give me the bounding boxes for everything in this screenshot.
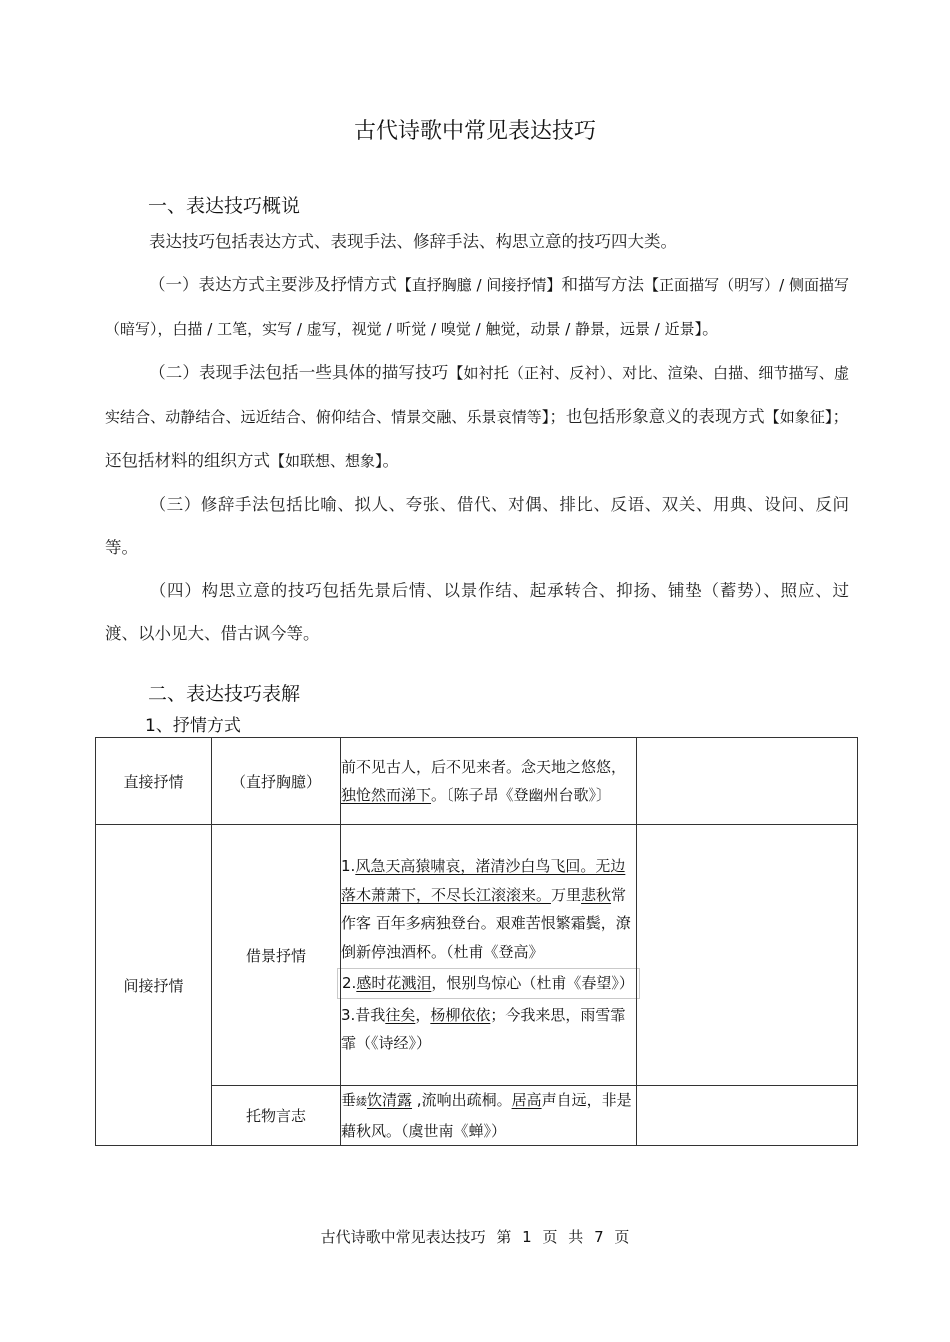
page-title: 古代诗歌中常见表达技巧 — [353, 119, 596, 144]
intro-paragraph: 表达技巧包括表达方式、表现手法、修辞手法、构思立意的技巧四大类。 — [149, 232, 677, 251]
example-shijing: 3.昔我往矣，杨柳依依；今我来思，雨雪霏霏（《诗经》） — [341, 1005, 626, 1053]
cell-empty — [637, 1086, 858, 1146]
paragraph-techniques: （二）表现手法包括一些具体的描写技巧【如衬托（正衬、反衬）、对比、渲染、白描、细节描写、虚实结合、动静结合、远近结合、俯仰结合、情景交融、乐景哀情等】；也包括形象意义的表现方式【如象征】；还包括材料的组织方式【如联想、想象】。 — [105, 363, 849, 470]
subsection-heading: 1、抒情方式 — [145, 716, 241, 736]
cell-scene-examples — [341, 825, 637, 1086]
footer-di: 第 — [496, 1228, 512, 1246]
footer-doc-title: 古代诗歌中常见表达技巧 — [320, 1228, 486, 1246]
paragraph-expression-modes: （一）表达方式主要涉及抒情方式【直抒胸臆 / 间接抒情】和描写方法【正面描写（明写）/ 侧面描写（暗写），白描 / 工笔，实写 / 虚写，视觉 / 听觉 / 嗅觉 / 触觉，动景 / 静景，远景 / 近景】。 — [105, 275, 850, 338]
table-row — [96, 825, 858, 1086]
footer-total-pages: 7 — [594, 1228, 604, 1246]
cell-empty — [637, 825, 858, 1086]
cell-indirect-lyric: 间接抒情 — [96, 825, 212, 1146]
cell-object-lyric: 托物言志 — [212, 1086, 341, 1146]
cell-direct-example: 前不见古人，后不见来者。念天地之悠悠，独怆然而涕下。〔陈子昂《登幽州台歌》〕 — [341, 738, 637, 825]
footer-page-number: 1 — [522, 1228, 532, 1246]
footer-ye2: 页 — [614, 1228, 630, 1246]
cell-empty — [637, 738, 858, 825]
example-chunwang: 2.感时花溅泪，恨别鸟惊心（杜甫《春望》） — [337, 968, 640, 999]
section1-heading: 一、表达技巧概说 — [148, 195, 301, 217]
cell-direct-lyric: 直接抒情 — [96, 738, 212, 825]
section1-body — [105, 220, 849, 655]
paragraph-conception: （四）构思立意的技巧包括先景后情、以景作结、起承转合、抑扬、铺垫（蓄势）、照应、过渡、以小见大、借古讽今等。 — [105, 581, 849, 643]
cell-direct-sub: （直抒胸臆） — [212, 738, 341, 825]
lyric-methods-table — [95, 737, 858, 1146]
example-denggao: 1.风急天高猿啸哀，渚清沙白鸟飞回。无边落木萧萧下，不尽长江滚滚来。万里悲秋常作客 百年多病独登台。艰难苦恨繁霜鬓，潦倒新停浊酒杯。（杜甫《登高》 — [341, 857, 631, 961]
cell-object-example: 垂緌饮清露 ,流响出疏桐。居高声自远，非是藉秋风。（虞世南《蝉》） — [341, 1086, 637, 1146]
section2-heading: 二、表达技巧表解 — [148, 683, 301, 705]
cell-scene-lyric: 借景抒情 — [212, 825, 341, 1086]
paragraph-rhetoric: （三）修辞手法包括比喻、拟人、夸张、借代、对偶、排比、反语、双关、用典、设问、反问等。 — [105, 495, 849, 557]
page-footer — [0, 1226, 950, 1247]
table-row — [96, 738, 858, 825]
footer-ye: 页 — [542, 1228, 558, 1246]
footer-gong: 共 — [568, 1228, 584, 1246]
